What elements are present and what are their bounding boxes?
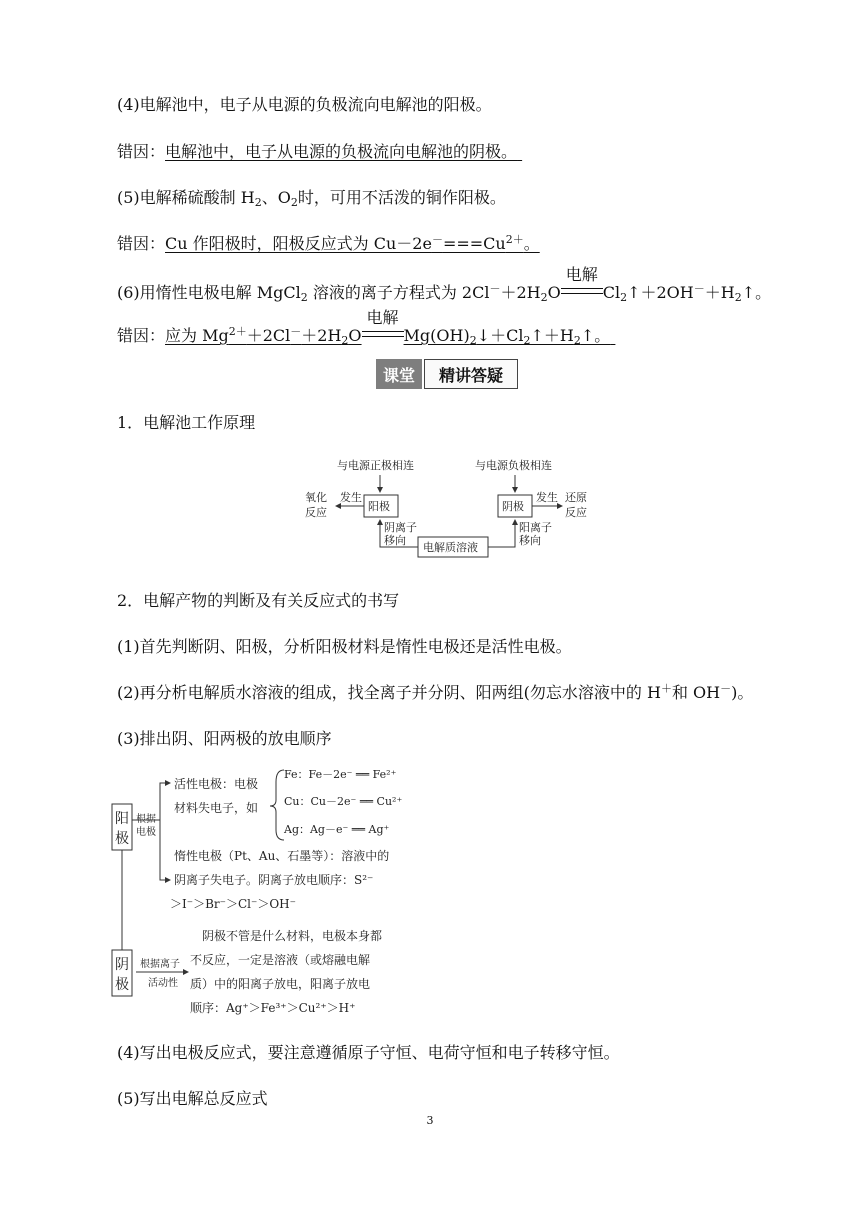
section-header (376, 359, 518, 389)
reason-part: ＋2H (301, 326, 342, 345)
inert-electrode-3: ＞I⁻＞Br⁻＞Cl⁻＞OH⁻ (170, 897, 296, 911)
subscript: 2 (523, 334, 531, 347)
cathode-text-3: 质）中的阳离子放电，阳离子放电 (190, 977, 371, 991)
statement-6-part: ↑＋2OH (627, 283, 694, 302)
subscript: 2 (469, 334, 477, 347)
anode-basis-1: 根据 (136, 814, 156, 825)
subscript: 2 (290, 196, 298, 209)
step-5: (5)写出电解总反应式 (117, 1089, 268, 1108)
superscript: － (290, 325, 302, 338)
subscript: 2 (300, 291, 308, 304)
error-label: 错因： (117, 142, 166, 161)
reason-part: Mg(OH) (403, 326, 470, 345)
left-result-label-2: 反应 (305, 506, 327, 519)
electrolysis-condition: 电解 (366, 308, 399, 327)
ag-reaction: Ag：Ag－e⁻ ══ Ag⁺ (284, 823, 390, 836)
anion-move-label-1: 阴离子 (384, 521, 417, 534)
statement-5-part: (5)电解稀硫酸制 H (117, 188, 255, 207)
statement-6-part: ＋H (704, 283, 735, 302)
superscript: － (489, 282, 501, 295)
error-reason-4 (117, 142, 522, 162)
statement-6 (117, 265, 772, 304)
cathode-label: 阴极 (502, 500, 524, 513)
heading-electrolysis-principle: 1．电解池工作原理 (117, 413, 256, 432)
statement-6-part: Cl (602, 283, 621, 302)
statement-6-part: O (547, 283, 561, 302)
statement-6-part: (6)用惰性电极电解 MgCl (117, 283, 301, 302)
error-reason-6 (117, 308, 615, 347)
step-2-part: )。 (731, 683, 754, 702)
electrolyte-label: 电解质溶液 (423, 541, 478, 554)
reason-part: ===Cu (442, 234, 506, 253)
reason-part: ＋2Cl (246, 326, 291, 345)
subscript: 2 (540, 291, 548, 304)
top-left-label: 与电源正极相连 (337, 459, 414, 472)
superscript: ＋ (660, 682, 672, 695)
left-result-label-1: 氧化 (305, 491, 327, 504)
anode-basis-2: 电极 (136, 827, 156, 838)
statement-5-part: 、O (261, 188, 291, 207)
right-occur-label: 发生 (536, 491, 558, 504)
cathode-text-1: 阴极不管是什么材料，电极本身都 (202, 929, 383, 943)
section-header-left: 课堂 (376, 359, 422, 389)
error-label: 错因： (117, 326, 166, 345)
electrolysis-condition: 电解 (565, 265, 598, 284)
cathode-basis-2: 活动性 (148, 978, 178, 989)
step-4: (4)写出电极反应式，要注意遵循原子守恒、电荷守恒和电子转移守恒。 (117, 1043, 620, 1062)
error-reason-5 (117, 234, 540, 254)
electrolysis-equal-sign (561, 265, 603, 303)
electrolysis-principle-diagram (300, 455, 600, 565)
statement-5 (117, 188, 506, 208)
discharge-order-diagram (108, 760, 458, 1022)
reason-part: 应为 Mg (165, 326, 229, 345)
inert-electrode-2: 阴离子失电子。阴离子放电顺序：S²⁻ (174, 873, 374, 887)
statement-4-text: (4)电解池中，电子从电源的负极流向电解池的阳极。 (117, 95, 492, 114)
reason-part: ↓＋Cl (476, 326, 524, 345)
step-2-part: 和 OH (671, 683, 721, 702)
reason-part: ↑＋H (530, 326, 574, 345)
section-header-right: 精讲答疑 (424, 359, 518, 389)
superscript: 2＋ (228, 325, 247, 338)
right-result-label-1: 还原 (565, 491, 587, 504)
right-result-label-2: 反应 (565, 506, 587, 519)
cathode-text-4: 顺序：Ag⁺＞Fe³⁺＞Cu²⁺＞H⁺ (190, 1001, 356, 1015)
anode-char-2: 极 (115, 831, 129, 847)
subscript: 2 (620, 291, 628, 304)
reason-part: ↑。 (580, 326, 611, 345)
reason-part: 。 (523, 234, 540, 253)
step-2 (117, 683, 753, 703)
superscript: － (431, 233, 443, 246)
top-right-label: 与电源负极相连 (475, 459, 552, 472)
subscript: 2 (573, 334, 581, 347)
superscript: － (693, 282, 705, 295)
anion-move-label-2: 移向 (384, 534, 406, 547)
error-reason-6-text (165, 308, 615, 347)
left-occur-label: 发生 (340, 491, 362, 504)
cathode-char-2: 极 (115, 977, 129, 993)
step-3: (3)排出阴、阳两极的放电顺序 (117, 729, 332, 748)
cation-move-label-1: 阳离子 (519, 521, 552, 534)
statement-5-part: 时，可用不活泼的铜作阳极。 (297, 188, 506, 207)
anode-char-1: 阳 (115, 811, 129, 827)
anode-label: 阳极 (368, 500, 390, 513)
step-2-part: (2)再分析电解质水溶液的组成，找全离子并分阴、阳两组(勿忘水溶液中的 H (117, 683, 661, 702)
page-number: 3 (426, 1114, 434, 1127)
subscript: 2 (734, 291, 742, 304)
subscript: 2 (341, 334, 349, 347)
cation-move-label-2: 移向 (519, 534, 541, 547)
fe-reaction: Fe：Fe－2e⁻ ══ Fe²⁺ (284, 768, 397, 781)
cathode-text-2: 不反应，一定是溶液（或熔融电解 (190, 953, 371, 967)
subscript: 2 (254, 196, 262, 209)
statement-6-part: ↑。 (741, 283, 772, 302)
statement-6-part: 溶液的离子方程式为 2Cl (307, 283, 490, 302)
statement-4 (117, 95, 492, 115)
heading-products: 2．电解产物的判断及有关反应式的书写 (117, 591, 400, 610)
electrolysis-equal-sign (362, 308, 404, 346)
error-label: 错因： (117, 234, 166, 253)
reason-part: Cu 作阳极时，阳极反应式为 Cu－2e (165, 234, 432, 253)
active-electrode-2: 材料失电子，如 (174, 801, 259, 815)
superscript: 2＋ (505, 233, 524, 246)
cathode-char-1: 阴 (115, 957, 129, 973)
cathode-basis-1: 根据离子 (140, 959, 180, 970)
error-reason-4-text: 电解池中，电子从电源的负极流向电解池的阴极。 (165, 142, 518, 161)
inert-electrode-1: 惰性电极（Pt、Au、石墨等）：溶液中的 (174, 849, 390, 863)
reason-part: O (348, 326, 362, 345)
error-reason-5-text (165, 234, 540, 253)
cu-reaction: Cu：Cu－2e⁻ ══ Cu²⁺ (284, 795, 403, 808)
superscript: － (720, 682, 732, 695)
active-electrode-1: 活性电极：电极 (174, 777, 259, 791)
statement-6-part: ＋2H (500, 283, 541, 302)
step-1: (1)首先判断阴、阳极，分析阳极材料是惰性电极还是活性电极。 (117, 637, 572, 656)
